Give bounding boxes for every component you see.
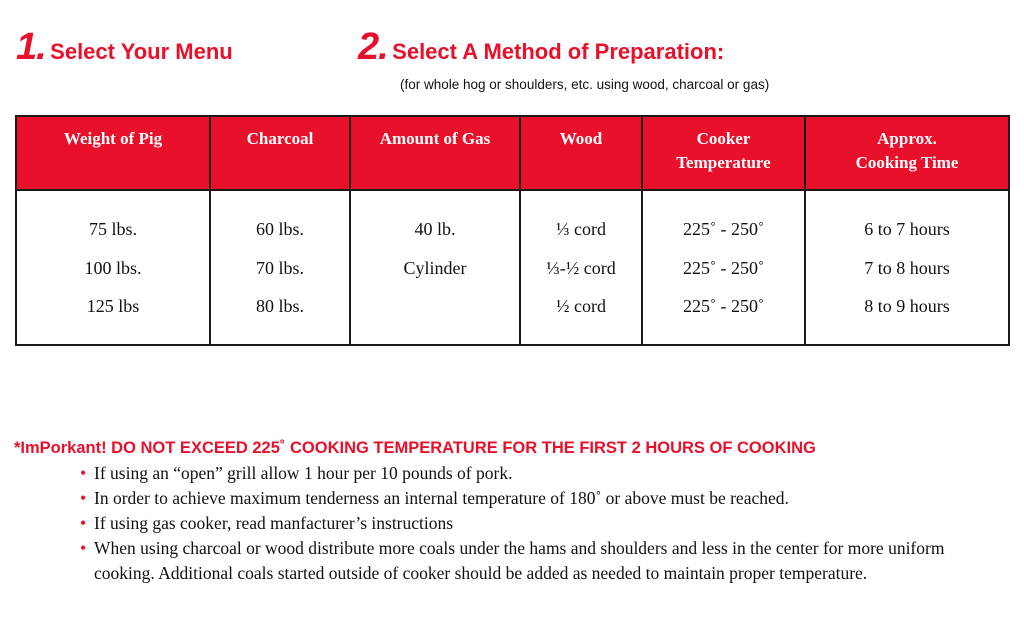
table-row <box>16 190 1009 345</box>
cell-value: 225˚ - 250˚ <box>683 219 764 239</box>
cell-value: 225˚ - 250˚ <box>683 257 764 278</box>
column-header <box>350 116 520 190</box>
note-text: If using gas cooker, read manfacturer’s instructions <box>94 513 454 533</box>
list-item <box>78 511 1008 536</box>
bullet-icon: • <box>80 488 87 508</box>
column-header <box>642 116 805 190</box>
cell-value: 60 lbs. <box>255 219 304 239</box>
weight-cell <box>16 190 210 345</box>
column-header <box>16 116 210 190</box>
step-1-number: 1. <box>16 26 46 68</box>
cell-value: 8 to 9 hours <box>864 296 950 316</box>
cell-value: ⅓-½ cord <box>546 257 616 278</box>
column-header-line: Charcoal <box>246 129 314 148</box>
preparation-subtitle: (for whole hog or shoulders, etc. using wood, charcoal or gas) <box>400 77 770 92</box>
column-header <box>805 116 1009 190</box>
list-item <box>78 536 1008 586</box>
gas-cell <box>350 190 520 345</box>
charcoal-cell <box>210 190 350 345</box>
cell-value: 100 lbs. <box>84 257 142 278</box>
step-2-heading <box>358 26 724 69</box>
column-header-line: Cooker <box>696 129 751 148</box>
table-header-row <box>16 116 1009 190</box>
bullet-icon: • <box>80 538 87 558</box>
column-header-line: Amount of Gas <box>379 129 491 148</box>
cell-value: 80 lbs. <box>255 296 304 316</box>
cell-value: 6 to 7 hours <box>864 219 950 239</box>
wood-cell <box>520 190 642 345</box>
cell-value: ⅓ cord <box>556 219 606 239</box>
cooking-notes-list <box>78 461 1008 586</box>
cell-value: 7 to 8 hours <box>864 257 950 278</box>
cell-value: ½ cord <box>556 296 606 316</box>
cell-value: 75 lbs. <box>88 219 137 239</box>
column-header-line: Weight of Pig <box>63 129 163 148</box>
column-header-line: Wood <box>559 129 603 148</box>
bullet-icon: • <box>80 463 87 483</box>
cooking-time-cell <box>805 190 1009 345</box>
column-header-line: Temperature <box>676 153 771 172</box>
note-text: In order to achieve maximum tenderness an internal temperature of 180˚ or above must be reached. <box>94 488 789 508</box>
step-2-label: Select A Method of Preparation: <box>392 39 725 64</box>
cell-value: 225˚ - 250˚ <box>683 296 764 316</box>
list-item <box>78 461 1008 486</box>
cell-value: Cylinder <box>403 257 467 278</box>
column-header-line: Approx. <box>877 129 937 148</box>
step-2-number: 2. <box>358 26 388 68</box>
preparation-table <box>15 115 1010 346</box>
cell-value: 40 lb. <box>414 219 456 239</box>
cell-value: 70 lbs. <box>255 257 304 278</box>
step-1-label: Select Your Menu <box>50 39 233 64</box>
note-text: If using an “open” grill allow 1 hour per 10 pounds of pork. <box>94 463 513 483</box>
cell-value: 125 lbs <box>86 296 140 316</box>
column-header <box>210 116 350 190</box>
important-warning: *ImPorkant! DO NOT EXCEED 225˚ COOKING TEMPERATURE FOR THE FIRST 2 HOURS OF COOKING <box>14 439 816 457</box>
list-item <box>78 486 1008 511</box>
bullet-icon: • <box>80 513 87 533</box>
temperature-cell <box>642 190 805 345</box>
step-1-heading <box>16 26 233 69</box>
note-text: When using charcoal or wood distribute more coals under the hams and shoulders and less in the center for more uniform cooking. Additional coals started outside of cooker should be added as needed to maintain proper temperature. <box>94 538 945 583</box>
column-header-line: Cooking Time <box>855 153 959 172</box>
column-header <box>520 116 642 190</box>
